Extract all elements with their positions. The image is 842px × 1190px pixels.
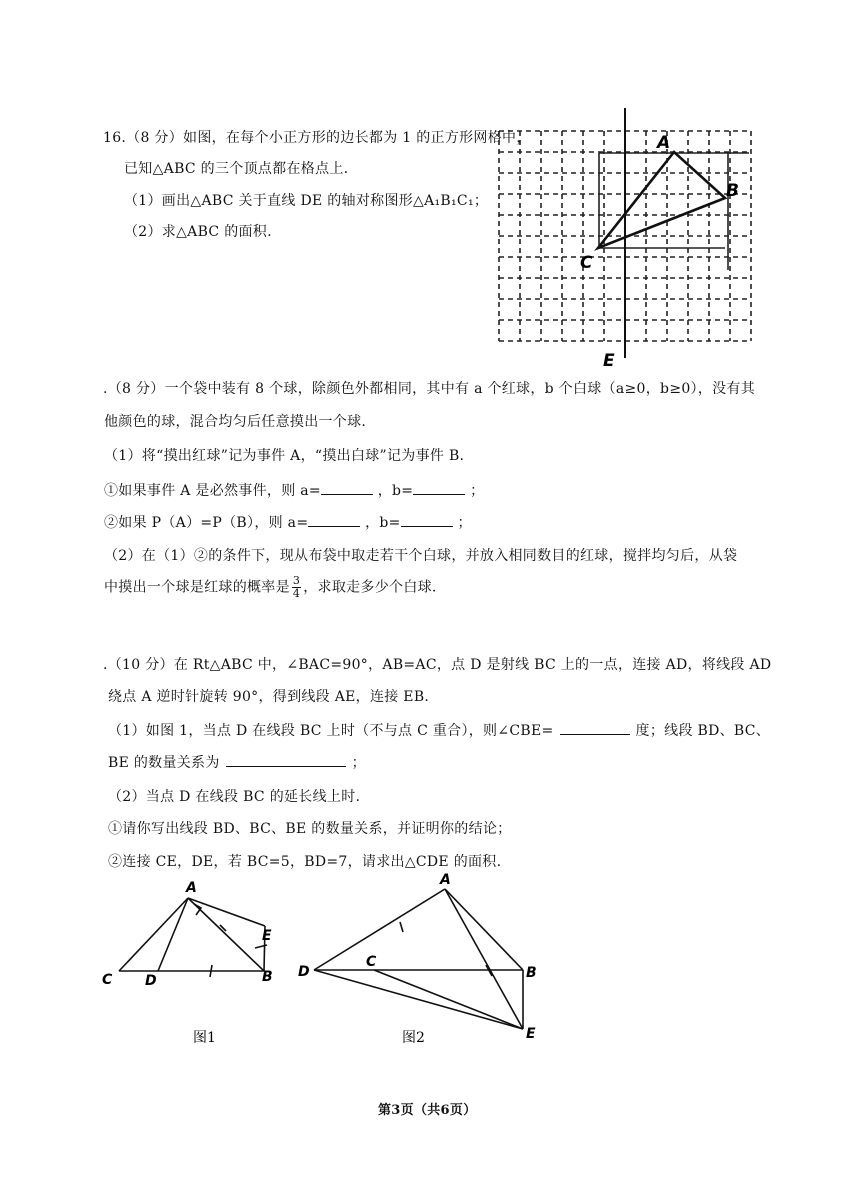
- label-B: B: [262, 969, 273, 985]
- label-A: A: [440, 872, 451, 888]
- fraction-numerator: 3: [292, 574, 301, 587]
- answer-blank[interactable]: [560, 720, 630, 735]
- q17-case1-c: ；: [470, 483, 485, 499]
- label-B: B: [526, 965, 537, 981]
- q16-header: 16.（8 分）如图，在每个小正方形的边长都为 1 的正方形网格中，: [103, 130, 531, 146]
- q17-case2-c: ；: [457, 515, 472, 531]
- label-A: A: [186, 880, 197, 896]
- label-E: E: [262, 928, 272, 944]
- answer-blank[interactable]: [321, 480, 373, 495]
- q18-part1: [108, 720, 770, 740]
- q17-line2: 他颜色的球，混合均匀后任意摸出一个球.: [104, 414, 367, 430]
- q16-part1: （1）画出△ABC 关于直线 DE 的轴对称图形△A₁B₁C₁；: [124, 193, 489, 209]
- q17-part2: （2）在（1）②的条件下，现从布袋中取走若干个白球，并放入相同数目的红球，搅拌均匀后，从袋: [104, 548, 738, 564]
- label-C: C: [102, 972, 113, 988]
- label-E: E: [526, 1026, 536, 1042]
- answer-blank[interactable]: [308, 512, 360, 527]
- q18-case1: ①请你写出线段 BD、BC、BE 的数量关系，并证明你的结论；: [108, 821, 512, 837]
- q18-part1-b: 度；线段 BD、BC、: [635, 723, 771, 739]
- q17-case2-a: ②如果 P（A）=P（B），则 a=: [104, 515, 309, 531]
- triangle-ABC: [598, 152, 725, 248]
- q17-case1: [104, 480, 484, 500]
- answer-blank[interactable]: [226, 752, 346, 767]
- answer-blank[interactable]: [401, 512, 453, 527]
- q18-part1-cont: [108, 752, 366, 772]
- fraction-denominator: 4: [292, 587, 301, 600]
- figure-2-caption: 图2: [402, 1030, 425, 1046]
- answer-blank[interactable]: [413, 480, 465, 495]
- q16-grid-figure: [490, 100, 770, 375]
- figure-1-caption: 图1: [193, 1030, 216, 1046]
- q17-header: .（8 分）一个袋中装有 8 个球，除颜色外都相同，其中有 a 个红球，b 个白球（a≥0，b≥0），没有其: [103, 381, 756, 397]
- q18-line2: 绕点 A 逆时针旋转 90°，得到线段 AE，连接 EB.: [108, 689, 430, 705]
- page-footer: 第3页（共6页）: [378, 1103, 477, 1118]
- fraction: [292, 575, 301, 600]
- q18-header: .（10 分）在 Rt△ABC 中，∠BAC=90°，AB=AC，点 D 是射线 BC 上的一点，连接 AD，将线段 AD: [103, 657, 772, 673]
- q17-prob-tail: ，求取走多少个白球.: [303, 579, 437, 596]
- q17-case2-b: ，b=: [365, 515, 401, 531]
- label-D: D: [145, 973, 157, 989]
- q17-case2: [104, 512, 472, 532]
- q16-line2: 已知△ABC 的三个顶点都在格点上.: [124, 161, 349, 177]
- q18-part1-c: BE 的数量关系为: [108, 755, 220, 771]
- q18-case2: ②连接 CE，DE，若 BC=5，BD=7，请求出△CDE 的面积.: [108, 854, 502, 870]
- q17-part1: （1）将“摸出红球”记为事件 A，“摸出白球”记为事件 B.: [104, 448, 465, 464]
- q18-part2: （2）当点 D 在线段 BC 的延长线上时.: [108, 789, 361, 805]
- solid-rectangle: [599, 153, 749, 270]
- label-A: A: [657, 133, 671, 153]
- q17-part2-cont: [104, 575, 437, 600]
- label-D: D: [298, 964, 310, 980]
- q17-prob-text: 中摸出一个球是红球的概率是: [104, 579, 290, 596]
- label-E: E: [603, 351, 615, 371]
- q17-case1-b: ，b=: [377, 483, 414, 499]
- q18-part1-d: ；: [351, 755, 366, 771]
- label-C: C: [366, 954, 377, 970]
- label-C: C: [580, 253, 593, 273]
- q18-part1-a: （1）如图 1，当点 D 在线段 BC 上时（不与点 C 重合），则∠CBE=: [108, 723, 554, 739]
- q18-figure-1: [95, 878, 295, 1053]
- q16-part2: （2）求△ABC 的面积.: [124, 224, 272, 240]
- label-B: B: [726, 181, 739, 201]
- q18-figure-2: [290, 872, 550, 1052]
- q17-case1-a: ①如果事件 A 是必然事件，则 a=: [104, 483, 321, 499]
